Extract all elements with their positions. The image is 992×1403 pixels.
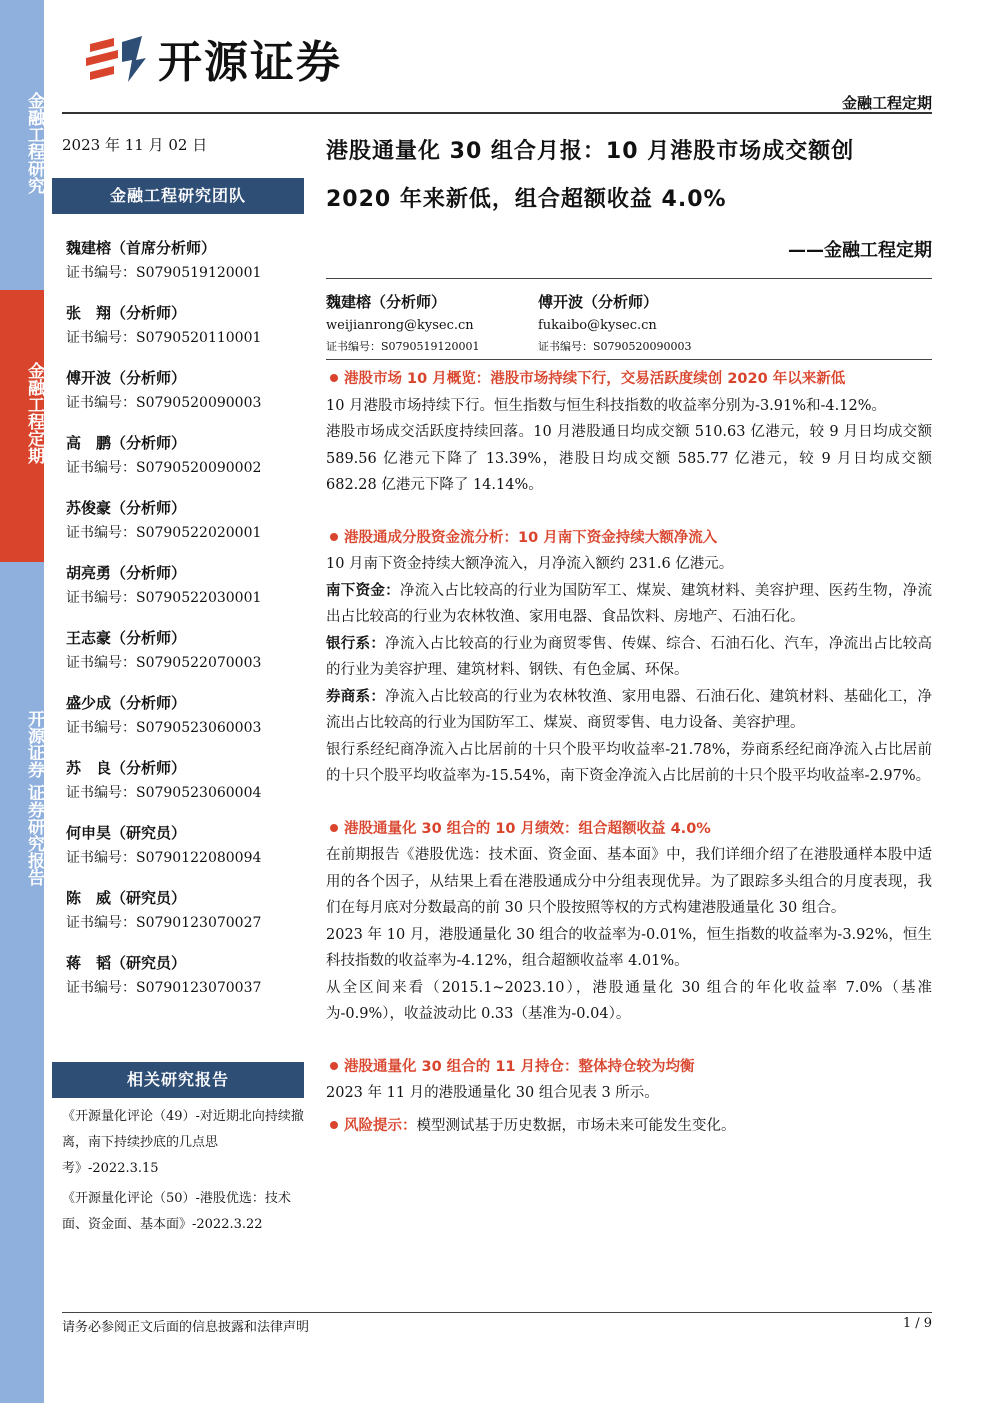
- team-heading: 金融工程研究团队: [52, 178, 304, 214]
- team-member-name: 陈 威（研究员）: [66, 889, 187, 907]
- paragraph-lead: 券商系：: [326, 688, 386, 705]
- side-band-bottom: [0, 562, 44, 1403]
- team-member-cert: 证书编号：S0790522020001: [66, 525, 262, 541]
- team-member: [66, 366, 306, 431]
- title-line-1: 港股通量化 30 组合月报：10 月港股市场成交额创: [326, 139, 855, 164]
- footer-divider: [62, 1312, 932, 1313]
- company-logo: [84, 28, 342, 88]
- team-member-name: 张 翔（分析师）: [66, 304, 187, 322]
- risk-warning: 风险提示：模型测试基于历史数据，市场未来可能发生变化。: [326, 1113, 932, 1140]
- title-divider: [326, 278, 932, 279]
- team-member-name: 盛少成（分析师）: [66, 694, 187, 712]
- side-band-mid-label: 金融工程定期: [24, 362, 44, 464]
- paragraph: 港股市场成交活跃度持续回落。10 月港股通日均成交额 510.63 亿港元，较 9 月日均成交额 589.56 亿港元下降了 13.39%，港股日均成交额 585.77 亿港元，较 9 月日均成交额 682.28 亿港元下降了 14.14%。: [326, 424, 932, 493]
- author-card: [326, 290, 536, 356]
- team-member: [66, 561, 306, 626]
- section-heading: 港股市场 10 月概览：港股市场持续下行，交易活跃度续创 2020 年以来新低: [326, 366, 932, 393]
- related-reports-list: [62, 1104, 306, 1242]
- paragraph-lead: 银行系：: [326, 635, 386, 652]
- logo-text: 开源证券: [158, 37, 342, 88]
- logo-mark-icon: [84, 30, 150, 86]
- side-band-bottom-label: 开源证券 证券研究报告: [24, 710, 44, 886]
- team-member-cert: 证书编号：S0790519120001: [66, 265, 262, 281]
- paragraph: 银行系经纪商净流入占比居前的十只个股平均收益率-21.78%，券商系经纪商净流入占比居前的十只个股平均收益率为-15.54%，南下资金净流入占比居前的十只个股平均收益率-2.97%。: [326, 741, 932, 784]
- section-heading: 港股通量化 30 组合的 11 月持仓：整体持仓较为均衡: [326, 1054, 932, 1081]
- team-member-name: 胡亮勇（分析师）: [66, 564, 187, 582]
- team-member-cert: 证书编号：S0790520090002: [66, 460, 262, 476]
- author-email[interactable]: fukaibo@kysec.cn: [538, 318, 657, 333]
- report-subtitle: ——金融工程定期: [788, 240, 932, 261]
- team-member: [66, 691, 306, 756]
- team-member-cert: 证书编号：S0790123070027: [66, 915, 262, 931]
- author-name: 魏建榕（分析师）: [326, 293, 447, 311]
- team-member-name: 苏 良（分析师）: [66, 759, 187, 777]
- bullet-dot-icon: [330, 1121, 338, 1129]
- page-number: 1 / 9: [902, 1316, 932, 1331]
- team-member: [66, 496, 306, 561]
- author-cert: 证书编号：S0790519120001: [326, 340, 480, 353]
- team-member-cert: 证书编号：S0790522030001: [66, 590, 262, 606]
- author-card: [538, 290, 748, 356]
- author-cert: 证书编号：S0790520090003: [538, 340, 692, 353]
- team-member-cert: 证书编号：S0790520110001: [66, 330, 262, 346]
- paragraph: 10 月港股市场持续下行。恒生指数与恒生科技指数的收益率分别为-3.91%和-4.12%。: [326, 397, 886, 414]
- team-member-cert: 证书编号：S0790523060003: [66, 720, 262, 736]
- paragraph: 南下资金：净流入占比较高的行业为国防军工、煤炭、建筑材料、美容护理、医药生物，净流出占比较高的行业为农林牧渔、家用电器、食品饮料、房地产、石油石化。: [326, 582, 932, 625]
- team-member: [66, 626, 306, 691]
- team-member-name: 傅开波（分析师）: [66, 369, 187, 387]
- team-member-cert: 证书编号：S0790122080094: [66, 850, 262, 866]
- team-member: [66, 431, 306, 496]
- related-report-item[interactable]: 《开源量化评论（49）-对近期北向持续撤离，南下持续抄底的几点思考》-2022.3.15: [62, 1109, 304, 1176]
- section-heading: 港股通量化 30 组合的 10 月绩效：组合超额收益 4.0%: [326, 816, 932, 843]
- team-member: [66, 236, 306, 301]
- team-member-cert: 证书编号：S0790523060004: [66, 785, 262, 801]
- team-member-name: 何申昊（研究员）: [66, 824, 187, 842]
- author-email[interactable]: weijianrong@kysec.cn: [326, 318, 474, 333]
- team-member-cert: 证书编号：S0790522070003: [66, 655, 262, 671]
- side-band-top-label: 金融工程研究: [24, 92, 44, 194]
- team-member: [66, 951, 306, 1016]
- paragraph: 从全区间来看（2015.1~2023.10），港股通量化 30 组合的年化收益率 7.0%（基准为-0.9%），收益波动比 0.33（基准为-0.04）。: [326, 979, 932, 1022]
- bullet-dot-icon: [330, 374, 338, 382]
- bullet-dot-icon: [330, 1062, 338, 1070]
- team-member-cert: 证书编号：S0790520090003: [66, 395, 262, 411]
- paragraph: 券商系：净流入占比较高的行业为农林牧渔、家用电器、石油石化、建筑材料、基础化工，净流出占比较高的行业为国防军工、煤炭、商贸零售、电力设备、美容护理。: [326, 688, 933, 731]
- related-reports-heading: 相关研究报告: [52, 1062, 304, 1098]
- report-body: [326, 366, 932, 1139]
- report-date: 2023 年 11 月 02 日: [62, 136, 208, 154]
- section-heading: 港股通成分股资金流分析：10 月南下资金持续大额净流入: [326, 525, 932, 552]
- team-member: [66, 886, 306, 951]
- paragraph: 在前期报告《港股优选：技术面、资金面、基本面》中，我们详细介绍了在港股通样本股中适用的各个因子，从结果上看在港股通成分中分组表现优异。为了跟踪多头组合的月度表现，我们在每月底对分数最高的前 30 只个股按照等权的方式构建港股通量化 30 组合。: [326, 847, 932, 916]
- paragraph: 银行系：净流入占比较高的行业为商贸零售、传媒、综合、石油石化、汽车，净流出占比较高的行业为美容护理、建筑材料、钢铁、有色金属、环保。: [326, 635, 933, 678]
- team-member: [66, 301, 306, 366]
- team-member: [66, 756, 306, 821]
- team-member-cert: 证书编号：S0790123070037: [66, 980, 262, 996]
- paragraph: 2023 年 10 月，港股通量化 30 组合的收益率为-0.01%，恒生指数的收益率为-3.92%，恒生科技指数的收益率为-4.12%，组合超额收益率 4.01%。: [326, 926, 932, 969]
- report-title: [326, 128, 932, 224]
- doc-category-tag: 金融工程定期: [841, 94, 932, 112]
- team-member-name: 高 鹏（分析师）: [66, 434, 187, 452]
- team-member-name: 苏俊豪（分析师）: [66, 499, 187, 517]
- paragraph: 2023 年 11 月的港股通量化 30 组合见表 3 所示。: [326, 1085, 659, 1101]
- team-list: [66, 236, 306, 1016]
- bullet-dot-icon: [330, 533, 338, 541]
- team-member-name: 蒋 韬（研究员）: [66, 954, 187, 972]
- author-name: 傅开波（分析师）: [538, 293, 659, 311]
- author-divider: [326, 359, 932, 360]
- paragraph-lead: 南下资金：: [326, 582, 400, 599]
- title-line-2: 2020 年来新低，组合超额收益 4.0%: [326, 187, 727, 212]
- team-member: [66, 821, 306, 886]
- team-member-name: 王志豪（分析师）: [66, 629, 187, 647]
- bullet-dot-icon: [330, 824, 338, 832]
- team-member-name: 魏建榕（首席分析师）: [66, 239, 217, 257]
- header-divider: [62, 112, 932, 114]
- related-report-item[interactable]: 《开源量化评论（50）-港股优选：技术面、资金面、基本面》-2022.3.22: [62, 1191, 291, 1232]
- footer-disclaimer: 请务必参阅正文后面的信息披露和法律声明: [62, 1320, 310, 1335]
- paragraph: 10 月南下资金持续大额净流入，月净流入额约 231.6 亿港元。: [326, 556, 734, 572]
